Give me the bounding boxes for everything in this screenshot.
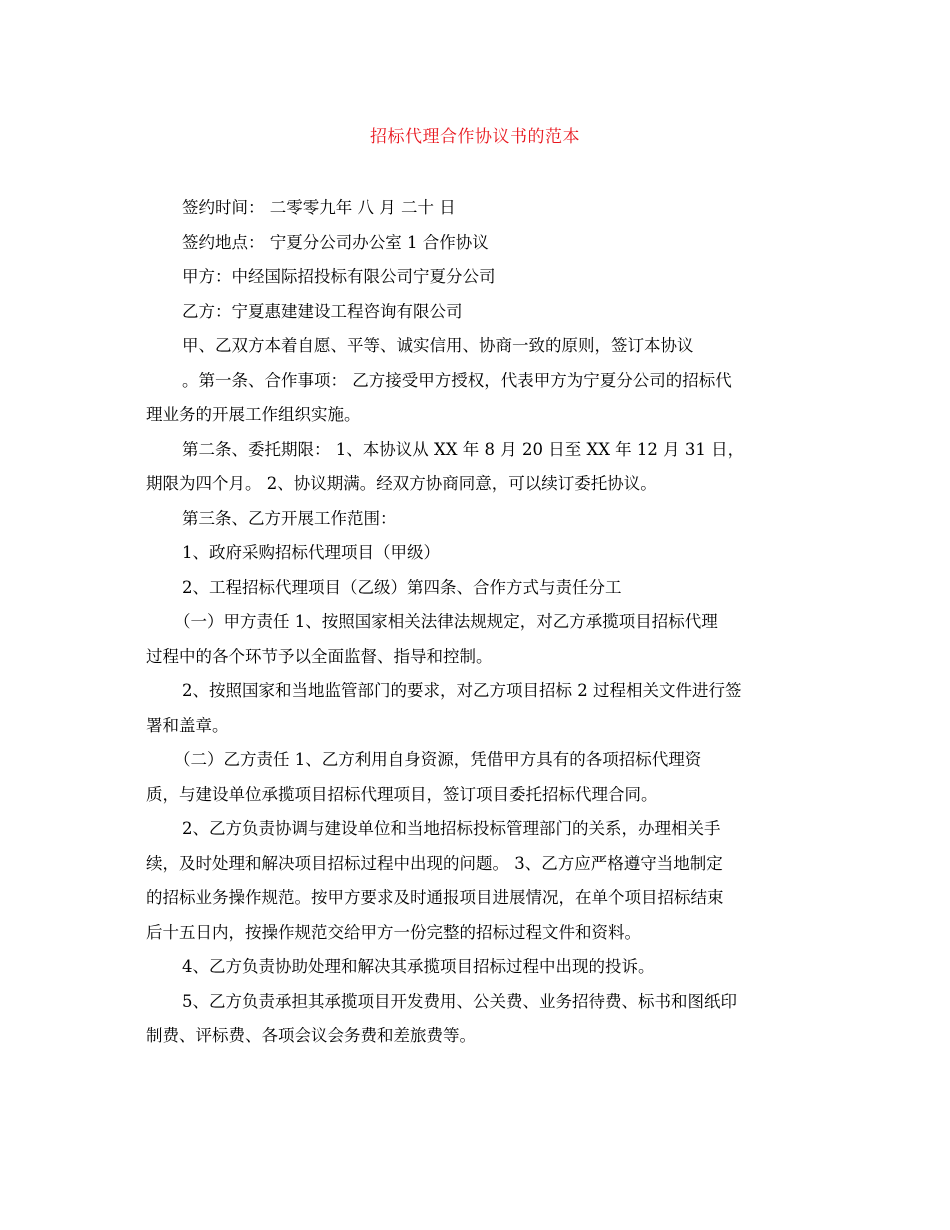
text-line: 的招标业务操作规范。按甲方要求及时通报项目进展情况，在单个项目招标结束: [146, 888, 724, 907]
text-line: 5、乙方负责承担其承揽项目开发费用、公关费、业务招待费、标书和图纸印: [182, 991, 737, 1011]
text-line: 期限为四个月。 2、协议期满。经双方协商同意，可以续订委托协议。: [146, 474, 657, 493]
text-line: 甲、乙双方本着自愿、平等、诚实信用、协商一致的原则，签订本协议: [182, 336, 694, 355]
text-line-signing-time: 签约时间： 二零零九年 八 月 二十 日: [182, 198, 456, 217]
text-line: 后十五日内，按操作规范交给甲方一份完整的招标过程文件和资料。: [146, 922, 641, 942]
document-body: [146, 191, 814, 1054]
text-line: 理业务的开展工作组织实施。: [146, 405, 361, 424]
text-line: 。第一条、合作事项： 乙方接受甲方授权，代表甲方为宁夏分公司的招标代: [182, 370, 732, 390]
text-line: 第二条、委托期限： 1、本协议从 XX 年 8 月 20 日至 XX 年 12 月 31 日，: [182, 439, 745, 459]
text-line: 制费、评标费、各项会议会务费和差旅费等。: [146, 1026, 476, 1045]
text-line: 过程中的各个环节予以全面监督、指导和控制。: [146, 646, 493, 666]
text-line: 2、工程招标代理项目（乙级）第四条、合作方式与责任分工: [182, 577, 622, 597]
text-line: 2、乙方负责协调与建设单位和当地招标投标管理部门的关系，办理相关手: [182, 819, 721, 838]
text-line: 1、政府采购招标代理项目（甲级）: [182, 543, 440, 562]
text-line: 第三条、乙方开展工作范围：: [182, 508, 397, 528]
text-line: 署和盖章。: [146, 715, 229, 735]
text-line: 4、乙方负责协助处理和解决其承揽项目招标过程中出现的投诉。: [182, 957, 655, 976]
document-title: 招标代理合作协议书的范本: [370, 127, 580, 147]
text-line-party-b: 乙方：宁夏惠建建设工程咨询有限公司: [182, 301, 463, 321]
text-line: 质，与建设单位承揽项目招标代理项目，签订项目委托招标代理合同。: [146, 784, 658, 804]
text-line: 续，及时处理和解决项目招标过程中出现的问题。 3、乙方应严格遵守当地制定: [146, 853, 723, 873]
text-line: （二）乙方责任 1、乙方利用自身资源，凭借甲方具有的各项招标代理资: [174, 750, 702, 769]
text-line-party-a: 甲方：中经国际招投标有限公司宁夏分公司: [182, 267, 496, 286]
text-line: 2、按照国家和当地监管部门的要求，对乙方项目招标 2 过程相关文件进行签: [182, 681, 742, 700]
text-line-signing-place: 签约地点： 宁夏分公司办公室 1 合作协议: [182, 232, 489, 252]
text-line: （一）甲方责任 1、按照国家相关法律法规规定，对乙方承揽项目招标代理: [174, 612, 718, 631]
